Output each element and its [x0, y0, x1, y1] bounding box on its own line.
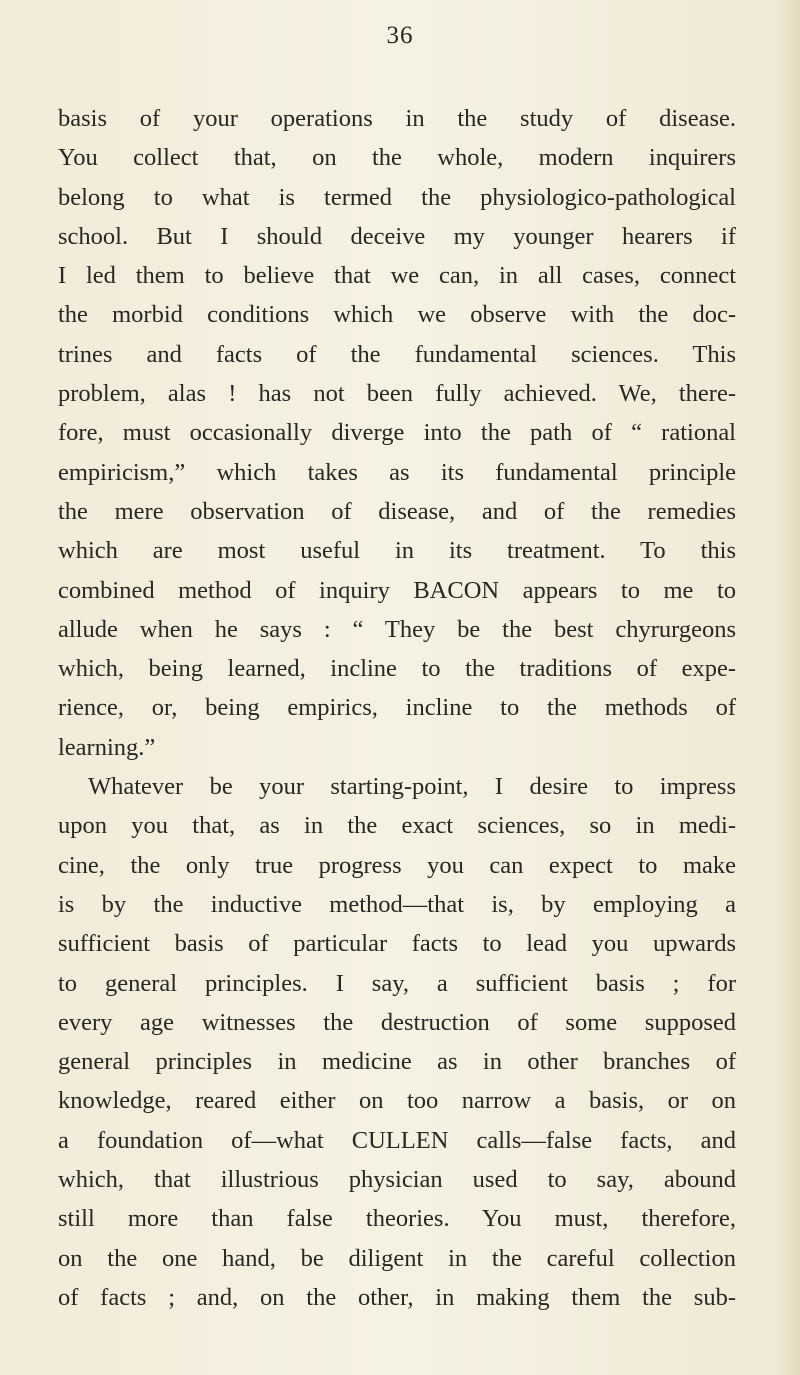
text-line: on the one hand, be diligent in the careful collection	[58, 1244, 736, 1272]
body-text	[58, 99, 736, 1317]
text-line: every age witnesses the destruction of some supposed	[58, 1008, 736, 1036]
paragraph-start-line: Whatever be your starting-point, I desire to impress	[88, 773, 736, 801]
text-line: which, being learned, incline to the traditions of expe-	[58, 655, 736, 683]
text-line: sufficient basis of particular facts to lead you upwards	[58, 930, 736, 958]
text-line: of facts ; and, on the other, in making them the sub-	[58, 1283, 736, 1311]
text-line: knowledge, reared either on too narrow a basis, or on	[58, 1087, 736, 1115]
text-line: which are most useful in its treatment. To this	[58, 537, 736, 565]
text-line: general principles in medicine as in other branches of	[58, 1048, 736, 1076]
text-line: school. But I should deceive my younger hearers if	[58, 222, 736, 250]
text-line: the mere observation of disease, and of the remedies	[58, 497, 736, 525]
text-line: is by the inductive method—that is, by employing a	[58, 890, 736, 918]
text-line: allude when he says : “ They be the best chyrurgeons	[58, 615, 736, 643]
text-line: empiricism,” which takes as its fundamental principle	[58, 458, 736, 486]
text-line: problem, alas ! has not been fully achieved. We, there-	[58, 380, 736, 408]
text-line: I led them to believe that we can, in all cases, connect	[58, 262, 736, 290]
text-line: combined method of inquiry BACON appears to me to	[58, 576, 736, 604]
text-line: still more than false theories. You must, therefore,	[58, 1205, 736, 1233]
text-line: to general principles. I say, a sufficient basis ; for	[58, 969, 736, 997]
text-line: fore, must occasionally diverge into the path of “ rational	[58, 419, 736, 447]
text-line: rience, or, being empirics, incline to the methods of	[58, 694, 736, 722]
text-line: trines and facts of the fundamental sciences. This	[58, 340, 736, 368]
text-line: cine, the only true progress you can expect to make	[58, 851, 736, 879]
text-line: belong to what is termed the physiologico-pathological	[58, 183, 736, 211]
text-line: basis of your operations in the study of disease.	[58, 105, 736, 132]
text-line: You collect that, on the whole, modern inquirers	[58, 144, 736, 172]
text-line: the morbid conditions which we observe with the doc-	[58, 301, 736, 329]
text-line: upon you that, as in the exact sciences, so in medi-	[58, 812, 736, 840]
text-line: a foundation of—what CULLEN calls—false facts, and	[58, 1126, 736, 1154]
page-number: 36	[386, 22, 414, 49]
paragraph-end-line: learning.”	[58, 733, 156, 761]
text-line: which, that illustrious physician used to say, abound	[58, 1166, 736, 1194]
